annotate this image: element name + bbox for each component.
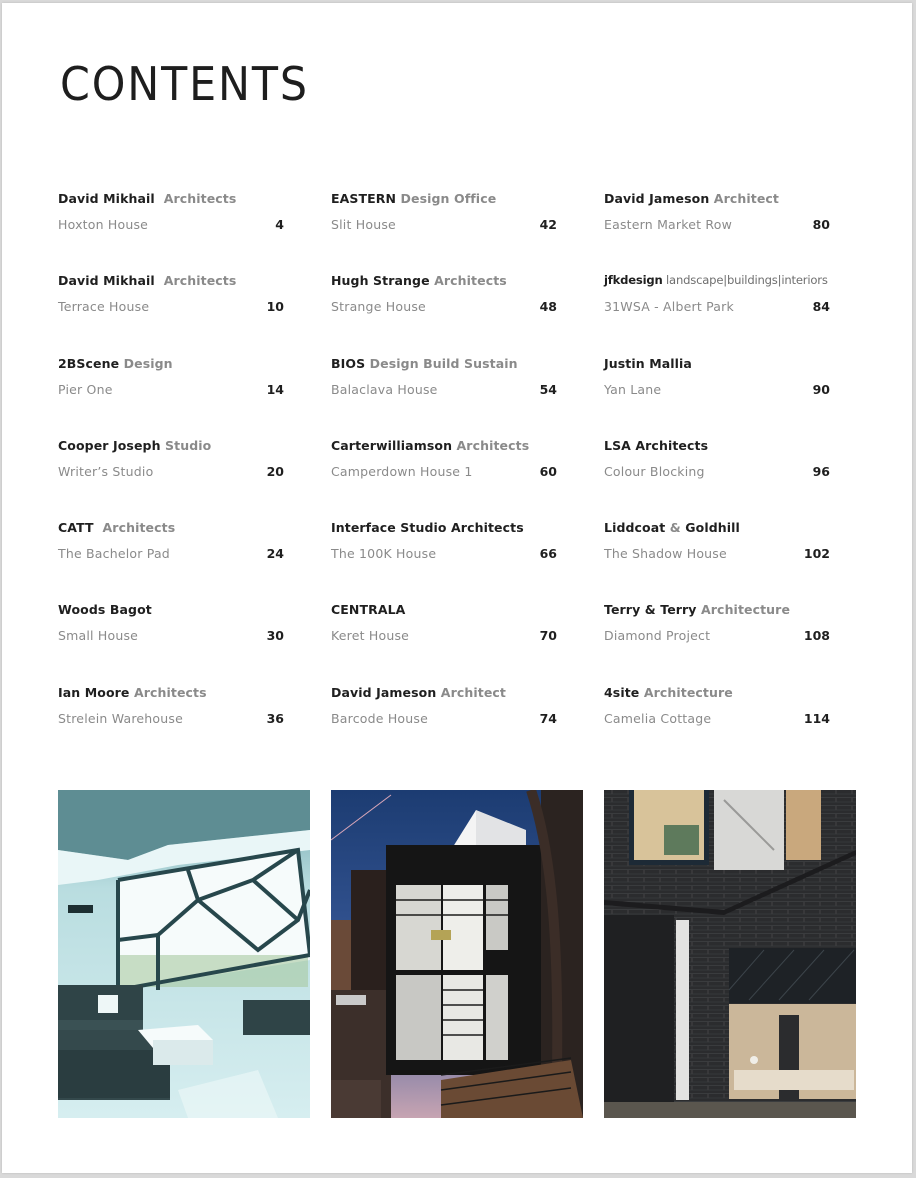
project-name: Colour Blocking <box>604 463 705 479</box>
toc-entry[interactable] <box>58 354 284 436</box>
page-number: 84 <box>812 299 830 315</box>
project-name: Terrace House <box>58 299 150 315</box>
page-number: 108 <box>803 628 830 644</box>
project-name: Strange House <box>331 299 426 315</box>
toc-entry[interactable] <box>58 518 284 600</box>
project-name: Camperdown House 1 <box>331 463 473 479</box>
page-number: 24 <box>266 546 284 562</box>
facade-photo-image <box>604 790 856 1118</box>
project-name: Small House <box>58 628 139 644</box>
project-name: The Bachelor Pad <box>58 546 170 562</box>
page-number: 30 <box>266 628 284 644</box>
toc-entry[interactable] <box>604 436 830 518</box>
page-number: 36 <box>266 710 284 726</box>
firm-name: Woods Bagot <box>58 602 152 618</box>
firm-name: David Jameson Architect <box>331 684 506 700</box>
page-number: 54 <box>539 381 557 397</box>
page-number: 42 <box>539 217 557 232</box>
page-number: 70 <box>539 628 557 644</box>
project-name: 31WSA - Albert Park <box>604 299 734 315</box>
toc-entry[interactable] <box>604 189 830 271</box>
page-number: 20 <box>266 463 284 479</box>
photo-interior-living-room <box>58 790 310 1118</box>
toc-entry[interactable] <box>58 189 284 271</box>
toc-entry[interactable] <box>58 271 284 353</box>
page-title: CONTENTS <box>60 57 309 111</box>
page-number: 102 <box>803 546 830 562</box>
page-number: 48 <box>539 299 557 315</box>
project-name: Barcode House <box>331 710 428 726</box>
toc-entry[interactable] <box>331 518 557 600</box>
project-name: Keret House <box>331 628 410 644</box>
firm-name: 4site Architecture <box>604 684 733 700</box>
firm-name: Hugh Strange Architects <box>331 273 507 289</box>
toc-entry[interactable] <box>331 354 557 436</box>
contents-column-3 <box>604 189 830 765</box>
project-name: Yan Lane <box>604 381 662 397</box>
firm-name: LSA Architects <box>604 437 709 453</box>
project-name: Strelein Warehouse <box>58 710 183 726</box>
page-number: 96 <box>812 463 830 479</box>
toc-entry[interactable] <box>58 600 284 682</box>
interior-photo-image <box>58 790 310 1118</box>
firm-name: Liddcoat & Goldhill <box>604 520 740 536</box>
toc-entry[interactable] <box>58 683 284 765</box>
firm-name: 2BScene Design <box>58 355 173 371</box>
firm-name: CATT Architects <box>58 520 176 536</box>
photo-brick-facade <box>604 790 856 1118</box>
page-number: 60 <box>539 463 557 479</box>
project-name: The Shadow House <box>604 546 727 562</box>
townhouse-photo-image <box>331 790 583 1118</box>
project-name: Diamond Project <box>604 628 711 644</box>
project-name: The 100K House <box>331 546 437 562</box>
page-number: 74 <box>539 710 557 726</box>
page-number: 114 <box>803 710 830 726</box>
project-name: Eastern Market Row <box>604 217 733 232</box>
toc-entry[interactable] <box>331 600 557 682</box>
firm-name: Justin Mallia <box>604 355 692 371</box>
page-number: 66 <box>539 546 557 562</box>
contents-column-1 <box>58 189 284 765</box>
firm-name: CENTRALA <box>331 602 406 618</box>
project-name: Pier One <box>58 381 113 397</box>
toc-entry[interactable] <box>604 271 830 353</box>
firm-name: Ian Moore Architects <box>58 684 207 700</box>
project-name: Writer’s Studio <box>58 463 154 479</box>
page-number: 80 <box>812 217 830 232</box>
toc-entry[interactable] <box>604 683 830 765</box>
firm-name: David Mikhail Architects <box>58 191 237 206</box>
firm-name: BIOS Design Build Sustain <box>331 355 518 371</box>
firm-name: David Mikhail Architects <box>58 273 237 289</box>
photo-glass-townhouse <box>331 790 583 1118</box>
project-name: Hoxton House <box>58 217 149 232</box>
project-name: Balaclava House <box>331 381 438 397</box>
contents-column-2 <box>331 189 557 765</box>
page-number: 14 <box>266 381 284 397</box>
firm-name: jfkdesign landscape|buildings|interiors <box>604 273 828 288</box>
firm-name: David Jameson Architect <box>604 191 779 206</box>
firm-name: Carterwilliamson Architects <box>331 437 530 453</box>
toc-entry[interactable] <box>331 189 557 271</box>
page-number: 4 <box>275 217 284 232</box>
toc-entry[interactable] <box>604 518 830 600</box>
toc-entry[interactable] <box>331 683 557 765</box>
contents-page <box>2 3 912 1173</box>
toc-entry[interactable] <box>331 271 557 353</box>
toc-entry[interactable] <box>604 600 830 682</box>
firm-name: Interface Studio Architects <box>331 520 524 536</box>
project-name: Camelia Cottage <box>604 710 712 726</box>
page-number: 10 <box>266 299 284 315</box>
page-number: 90 <box>812 381 830 397</box>
toc-entry[interactable] <box>604 354 830 436</box>
toc-entry[interactable] <box>331 436 557 518</box>
firm-name: Cooper Joseph Studio <box>58 437 212 453</box>
firm-name: Terry & Terry Architecture <box>604 602 791 618</box>
project-name: Slit House <box>331 217 396 232</box>
firm-name: EASTERN Design Office <box>331 191 497 206</box>
toc-entry[interactable] <box>58 436 284 518</box>
